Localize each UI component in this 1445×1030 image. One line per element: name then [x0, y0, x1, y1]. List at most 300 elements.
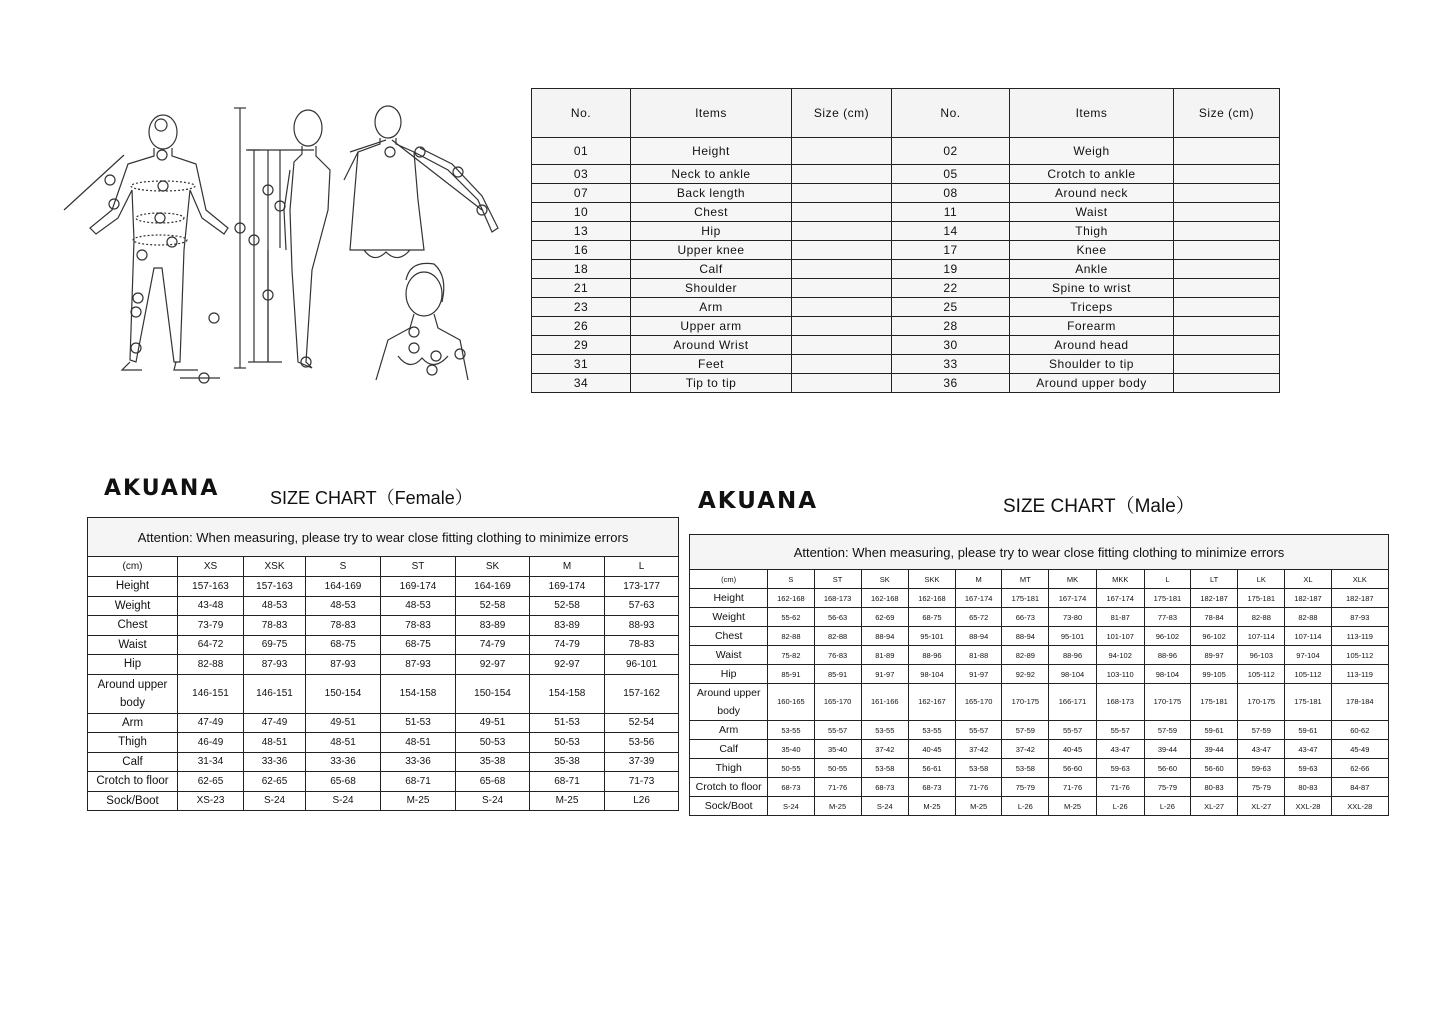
item-size — [792, 260, 892, 279]
size-value: L-26 — [1144, 797, 1190, 816]
size-value: 59-61 — [1191, 721, 1238, 740]
size-value: 53-55 — [768, 721, 814, 740]
size-value: 88-94 — [1002, 627, 1049, 646]
item-number: 14 — [892, 222, 1010, 241]
item-size — [792, 279, 892, 298]
size-value: 91-97 — [861, 665, 908, 684]
size-value: 75-79 — [1238, 778, 1285, 797]
size-value: 162-168 — [768, 589, 814, 608]
size-value: 35-38 — [530, 752, 605, 772]
item-name: Height — [631, 138, 792, 165]
size-value: 157-163 — [244, 577, 306, 597]
size-value: 173-177 — [605, 577, 679, 597]
size-value: 57-59 — [1238, 721, 1285, 740]
size-value: 59-61 — [1285, 721, 1331, 740]
item-name: Forearm — [1010, 317, 1174, 336]
table-row — [532, 336, 1280, 355]
size-value: 88-96 — [1049, 646, 1096, 665]
size-value: 97-104 — [1285, 646, 1331, 665]
size-value: 46-49 — [178, 733, 244, 753]
size-header: ST — [381, 557, 456, 577]
size-value: 50-53 — [530, 733, 605, 753]
size-value: 178-184 — [1331, 684, 1388, 721]
table-row — [88, 596, 679, 616]
item-number: 29 — [532, 336, 631, 355]
size-value: 33-36 — [306, 752, 381, 772]
size-value: 150-154 — [456, 674, 530, 713]
size-value: 56-63 — [814, 608, 861, 627]
measurement-label: Around upper body — [88, 674, 178, 713]
size-value: 59-63 — [1096, 759, 1144, 778]
table-row — [690, 665, 1389, 684]
measurement-label: Waist — [88, 635, 178, 655]
size-header: XLK — [1331, 570, 1388, 589]
item-number: 17 — [892, 241, 1010, 260]
size-header: SK — [861, 570, 908, 589]
size-value: 48-53 — [306, 596, 381, 616]
size-value: 154-158 — [530, 674, 605, 713]
female-chart-title: SIZE CHART（Female） — [270, 488, 473, 508]
size-value: 169-174 — [381, 577, 456, 597]
size-value: 167-174 — [1049, 589, 1096, 608]
item-size — [792, 222, 892, 241]
size-value: 71-73 — [605, 772, 679, 792]
item-size — [1174, 355, 1280, 374]
size-value: 68-75 — [306, 635, 381, 655]
size-value: 50-53 — [456, 733, 530, 753]
size-value: 91-97 — [956, 665, 1002, 684]
size-value: 88-96 — [1144, 646, 1190, 665]
size-value: 68-71 — [381, 772, 456, 792]
item-name: Thigh — [1010, 222, 1174, 241]
table-row — [690, 797, 1389, 816]
measurement-items-table — [531, 88, 1280, 393]
size-value: 48-51 — [244, 733, 306, 753]
size-header: SKK — [908, 570, 955, 589]
brand-logo-male: AKUANA — [698, 488, 819, 514]
item-number: 10 — [532, 203, 631, 222]
size-value: 55-62 — [768, 608, 814, 627]
measurement-label: Weight — [88, 596, 178, 616]
size-value: 95-101 — [908, 627, 955, 646]
size-value: 31-34 — [178, 752, 244, 772]
size-value: M-25 — [908, 797, 955, 816]
size-value: 85-91 — [814, 665, 861, 684]
item-number: 31 — [532, 355, 631, 374]
size-value: 53-58 — [956, 759, 1002, 778]
item-size — [1174, 203, 1280, 222]
size-value: 37-42 — [861, 740, 908, 759]
item-name: Weigh — [1010, 138, 1174, 165]
size-value: 84-87 — [1331, 778, 1388, 797]
size-value: 76-83 — [814, 646, 861, 665]
size-value: 39-44 — [1191, 740, 1238, 759]
size-value: 113-119 — [1331, 627, 1388, 646]
size-value: 162-167 — [908, 684, 955, 721]
size-value: 55-57 — [956, 721, 1002, 740]
size-value: 49-51 — [306, 713, 381, 733]
item-number: 11 — [892, 203, 1010, 222]
size-value: 170-175 — [1144, 684, 1190, 721]
size-value: 87-93 — [306, 655, 381, 675]
measurement-label: Calf — [88, 752, 178, 772]
item-size — [1174, 165, 1280, 184]
size-value: M-25 — [381, 791, 456, 811]
item-number: 05 — [892, 165, 1010, 184]
item-name: Calf — [631, 260, 792, 279]
size-value: XL-27 — [1191, 797, 1238, 816]
header-size: Size (cm) — [1174, 89, 1280, 138]
size-value: 162-168 — [861, 589, 908, 608]
size-value: 68-75 — [908, 608, 955, 627]
table-row — [88, 635, 679, 655]
back-body-figure — [344, 106, 498, 258]
size-value: 164-169 — [306, 577, 381, 597]
item-size — [1174, 138, 1280, 165]
item-name: Chest — [631, 203, 792, 222]
item-name: Around Wrist — [631, 336, 792, 355]
size-value: 57-63 — [605, 596, 679, 616]
size-value: 107-114 — [1285, 627, 1331, 646]
size-value: 52-58 — [530, 596, 605, 616]
measurement-label: Thigh — [88, 733, 178, 753]
size-value: 94-102 — [1096, 646, 1144, 665]
header-items: Items — [1010, 89, 1174, 138]
size-value: 95-101 — [1049, 627, 1096, 646]
size-value: 66-73 — [1002, 608, 1049, 627]
size-value: 146-151 — [244, 674, 306, 713]
bust-figure — [376, 263, 468, 380]
size-header-row — [690, 570, 1389, 589]
size-value: 49-51 — [456, 713, 530, 733]
size-value: 68-73 — [768, 778, 814, 797]
size-value: 96-102 — [1191, 627, 1238, 646]
item-number: 22 — [892, 279, 1010, 298]
size-header: LK — [1238, 570, 1285, 589]
item-name: Around neck — [1010, 184, 1174, 203]
table-row — [532, 184, 1280, 203]
size-value: 96-101 — [605, 655, 679, 675]
size-value: 71-76 — [814, 778, 861, 797]
size-value: 82-88 — [1238, 608, 1285, 627]
size-value: M-25 — [956, 797, 1002, 816]
size-value: 65-72 — [956, 608, 1002, 627]
size-value: 52-58 — [456, 596, 530, 616]
size-value: 78-84 — [1191, 608, 1238, 627]
item-size — [1174, 260, 1280, 279]
size-value: 50-55 — [768, 759, 814, 778]
size-value: 182-187 — [1191, 589, 1238, 608]
size-value: 164-169 — [456, 577, 530, 597]
item-number: 36 — [892, 374, 1010, 393]
size-header: L — [1144, 570, 1190, 589]
size-value: 98-104 — [908, 665, 955, 684]
size-value: 150-154 — [306, 674, 381, 713]
table-row — [88, 674, 679, 713]
size-value: 96-103 — [1238, 646, 1285, 665]
table-row — [532, 317, 1280, 336]
table-row — [88, 616, 679, 636]
size-value: 82-88 — [768, 627, 814, 646]
size-value: 51-53 — [530, 713, 605, 733]
size-value: 175-181 — [1002, 589, 1049, 608]
table-row — [88, 791, 679, 811]
measurement-label: Calf — [690, 740, 768, 759]
size-value: 98-104 — [1144, 665, 1190, 684]
item-number: 18 — [532, 260, 631, 279]
table-row — [532, 355, 1280, 374]
item-number: 01 — [532, 138, 631, 165]
size-value: 165-170 — [814, 684, 861, 721]
size-value: 71-76 — [1096, 778, 1144, 797]
header-size: Size (cm) — [792, 89, 892, 138]
item-number: 03 — [532, 165, 631, 184]
item-name: Upper arm — [631, 317, 792, 336]
size-value: 87-93 — [244, 655, 306, 675]
item-number: 33 — [892, 355, 1010, 374]
table-row — [88, 752, 679, 772]
size-value: 62-65 — [178, 772, 244, 792]
item-name: Arm — [631, 298, 792, 317]
side-body-figure — [284, 110, 330, 368]
size-value: 88-94 — [861, 627, 908, 646]
size-value: 39-44 — [1144, 740, 1190, 759]
size-value: 170-175 — [1002, 684, 1049, 721]
size-header: MKK — [1096, 570, 1144, 589]
size-value: 56-60 — [1144, 759, 1190, 778]
table-row — [532, 260, 1280, 279]
size-value: 35-40 — [768, 740, 814, 759]
size-value: 68-73 — [861, 778, 908, 797]
size-value: 74-79 — [530, 635, 605, 655]
item-name: Shoulder — [631, 279, 792, 298]
size-value: 175-181 — [1285, 684, 1331, 721]
size-value: 81-88 — [956, 646, 1002, 665]
table-row — [532, 138, 1280, 165]
size-value: L-26 — [1096, 797, 1144, 816]
size-value: 50-55 — [814, 759, 861, 778]
size-value: 78-83 — [605, 635, 679, 655]
size-value: 167-174 — [1096, 589, 1144, 608]
size-header: MK — [1049, 570, 1096, 589]
item-name: Around upper body — [1010, 374, 1174, 393]
size-value: 35-40 — [814, 740, 861, 759]
attention-note: Attention: When measuring, please try to wear close fitting clothing to minimize errors — [88, 518, 679, 557]
header-items: Items — [631, 89, 792, 138]
size-value: 45-49 — [1331, 740, 1388, 759]
size-value: 81-89 — [861, 646, 908, 665]
item-number: 23 — [532, 298, 631, 317]
item-number: 19 — [892, 260, 1010, 279]
size-value: 99-105 — [1191, 665, 1238, 684]
item-number: 26 — [532, 317, 631, 336]
size-value: 64-72 — [178, 635, 244, 655]
item-size — [792, 138, 892, 165]
measurement-label: Height — [88, 577, 178, 597]
female-size-table — [87, 517, 679, 811]
item-name: Waist — [1010, 203, 1174, 222]
size-value: M-25 — [814, 797, 861, 816]
size-value: 107-114 — [1238, 627, 1285, 646]
front-body-figure — [64, 115, 228, 383]
table-row — [532, 279, 1280, 298]
header-no: No. — [532, 89, 631, 138]
size-value: 33-36 — [244, 752, 306, 772]
size-value: XXL-28 — [1285, 797, 1331, 816]
size-value: 169-174 — [530, 577, 605, 597]
size-value: 103-110 — [1096, 665, 1144, 684]
size-value: 37-42 — [1002, 740, 1049, 759]
size-value: 43-47 — [1285, 740, 1331, 759]
size-value: 182-187 — [1331, 589, 1388, 608]
size-value: 43-48 — [178, 596, 244, 616]
measurement-label: Waist — [690, 646, 768, 665]
item-number: 30 — [892, 336, 1010, 355]
size-value: 53-58 — [861, 759, 908, 778]
item-number: 07 — [532, 184, 631, 203]
size-value: 162-168 — [908, 589, 955, 608]
size-value: 167-174 — [956, 589, 1002, 608]
size-value: 52-54 — [605, 713, 679, 733]
size-value: 55-57 — [814, 721, 861, 740]
table-row — [690, 589, 1389, 608]
male-table-wrapper — [689, 534, 1374, 828]
size-value: 59-63 — [1238, 759, 1285, 778]
size-value: 62-69 — [861, 608, 908, 627]
item-name: Knee — [1010, 241, 1174, 260]
male-size-table — [689, 534, 1389, 816]
size-header: MT — [1002, 570, 1049, 589]
size-header: S — [768, 570, 814, 589]
item-size — [1174, 222, 1280, 241]
item-size — [792, 355, 892, 374]
size-value: 105-112 — [1331, 646, 1388, 665]
size-value: 166-171 — [1049, 684, 1096, 721]
size-value: 89-97 — [1191, 646, 1238, 665]
table-row — [690, 740, 1389, 759]
size-value: 55-57 — [1096, 721, 1144, 740]
table-row — [88, 772, 679, 792]
item-name: Back length — [631, 184, 792, 203]
size-value: 53-56 — [605, 733, 679, 753]
measurement-label: Arm — [88, 713, 178, 733]
size-value: 101-107 — [1096, 627, 1144, 646]
size-value: S-24 — [244, 791, 306, 811]
size-value: 80-83 — [1285, 778, 1331, 797]
size-value: 88-93 — [605, 616, 679, 636]
size-value: M-25 — [1049, 797, 1096, 816]
measurement-label: Sock/Boot — [88, 791, 178, 811]
item-size — [792, 317, 892, 336]
item-size — [792, 203, 892, 222]
unit-label: (cm) — [88, 557, 178, 577]
item-name: Around head — [1010, 336, 1174, 355]
attention-note: Attention: When measuring, please try to wear close fitting clothing to minimize errors — [690, 535, 1389, 570]
size-value: 43-47 — [1238, 740, 1285, 759]
item-size — [1174, 184, 1280, 203]
item-size — [792, 165, 892, 184]
table-row — [532, 374, 1280, 393]
measurement-label: Hip — [88, 655, 178, 675]
size-value: 78-83 — [306, 616, 381, 636]
size-value: 59-63 — [1285, 759, 1331, 778]
size-value: S-24 — [306, 791, 381, 811]
table-row — [690, 759, 1389, 778]
item-name: Hip — [631, 222, 792, 241]
size-value: 56-60 — [1049, 759, 1096, 778]
size-value: 48-53 — [244, 596, 306, 616]
size-value: 37-42 — [956, 740, 1002, 759]
item-name: Upper knee — [631, 241, 792, 260]
size-value: 161-166 — [861, 684, 908, 721]
item-number: 34 — [532, 374, 631, 393]
size-value: 154-158 — [381, 674, 456, 713]
size-value: 157-163 — [178, 577, 244, 597]
size-header: M — [956, 570, 1002, 589]
size-value: 53-55 — [908, 721, 955, 740]
size-value: 165-170 — [956, 684, 1002, 721]
table-row — [88, 655, 679, 675]
size-value: 65-68 — [306, 772, 381, 792]
item-size — [1174, 374, 1280, 393]
size-value: 43-47 — [1096, 740, 1144, 759]
size-value: 78-83 — [381, 616, 456, 636]
size-value: 60-62 — [1331, 721, 1388, 740]
measurement-label: Around upper body — [690, 684, 768, 721]
size-value: 75-82 — [768, 646, 814, 665]
size-value: 113-119 — [1331, 665, 1388, 684]
size-value: 37-39 — [605, 752, 679, 772]
brand-logo-female: AKUANA — [104, 476, 220, 501]
item-name: Crotch to ankle — [1010, 165, 1174, 184]
size-value: 62-65 — [244, 772, 306, 792]
size-value: 175-181 — [1191, 684, 1238, 721]
measurement-label: Weight — [690, 608, 768, 627]
item-size — [1174, 241, 1280, 260]
item-number: 28 — [892, 317, 1010, 336]
table-row — [532, 298, 1280, 317]
size-value: 48-51 — [381, 733, 456, 753]
size-value: 69-75 — [244, 635, 306, 655]
size-value: 74-79 — [456, 635, 530, 655]
size-value: 146-151 — [178, 674, 244, 713]
size-value: 77-83 — [1144, 608, 1190, 627]
size-value: L26 — [605, 791, 679, 811]
size-value: 33-36 — [381, 752, 456, 772]
size-value: 75-79 — [1144, 778, 1190, 797]
size-value: S-24 — [456, 791, 530, 811]
size-header: XSK — [244, 557, 306, 577]
size-value: 65-68 — [456, 772, 530, 792]
size-value: XXL-28 — [1331, 797, 1388, 816]
table-row — [532, 203, 1280, 222]
size-value: 92-92 — [1002, 665, 1049, 684]
item-size — [1174, 279, 1280, 298]
size-value: 92-97 — [530, 655, 605, 675]
size-value: 81-87 — [1096, 608, 1144, 627]
items-table-header — [532, 89, 1280, 138]
table-row — [690, 608, 1389, 627]
size-value: XL-27 — [1238, 797, 1285, 816]
size-value: 57-59 — [1144, 721, 1190, 740]
measurement-label: Crotch to floor — [88, 772, 178, 792]
table-row — [88, 713, 679, 733]
measurement-label: Chest — [690, 627, 768, 646]
size-value: 68-71 — [530, 772, 605, 792]
size-header: L — [605, 557, 679, 577]
size-value: 82-89 — [1002, 646, 1049, 665]
measurement-label: Thigh — [690, 759, 768, 778]
